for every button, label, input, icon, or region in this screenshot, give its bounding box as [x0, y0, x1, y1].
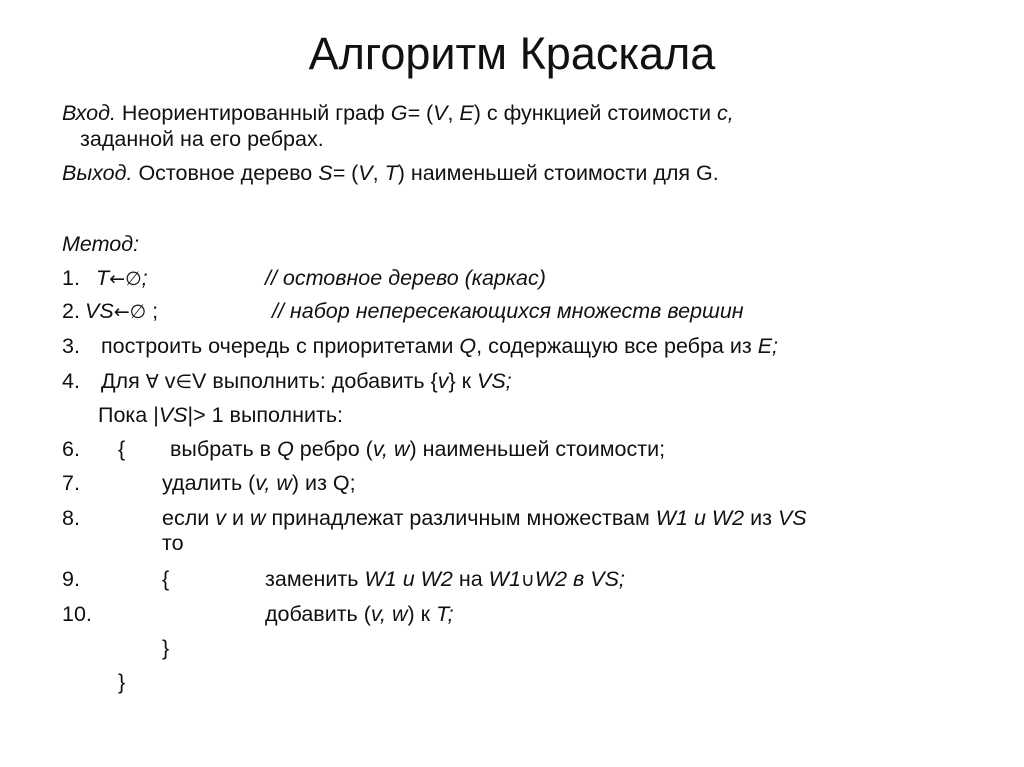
step-4-text	[101, 368, 512, 395]
var-vs: VS	[85, 299, 114, 323]
output-text: Остовное дерево	[132, 161, 319, 185]
input-label: Вход.	[62, 101, 116, 125]
step-8-then: то	[162, 531, 184, 555]
output-label: Выход.	[62, 161, 133, 185]
step-text: выбрать в	[170, 437, 278, 461]
element-of-symbol: ∈	[175, 371, 193, 393]
step-8-number: 8.	[62, 506, 80, 530]
semicolon: ;	[141, 266, 148, 290]
output-text: (	[345, 161, 359, 185]
output-text: ,	[372, 161, 385, 185]
var-v: V	[433, 101, 448, 125]
step-1-comment	[265, 265, 546, 291]
var-v: V	[358, 161, 373, 185]
step-4-number: 4.	[62, 369, 80, 393]
var-w1-w2: W1 и W2	[655, 506, 745, 530]
step-2-comment	[272, 298, 744, 324]
step-text: удалить (	[162, 471, 256, 495]
empty-set-symbol: ∅	[129, 301, 147, 323]
step-text: ) из Q;	[291, 471, 356, 495]
step-text: v	[158, 369, 176, 393]
output-text: ) наименьшей стоимости для G.	[397, 161, 719, 185]
step-text: V выполнить: добавить {	[192, 369, 438, 393]
open-brace: {	[162, 567, 170, 591]
var-v: v	[215, 506, 226, 530]
var-vw: v, w	[370, 602, 408, 626]
var-t: T;	[436, 602, 454, 626]
step-3-number: 3.	[62, 334, 80, 358]
input-line	[62, 100, 734, 126]
step-text: из	[744, 506, 778, 530]
var-vs: VS	[777, 506, 807, 530]
step-text: заменить	[265, 567, 365, 591]
step-3-text	[101, 333, 778, 359]
var-w2: W2 в VS;	[534, 567, 625, 591]
var-t: T	[384, 161, 398, 185]
step-7-text	[162, 470, 356, 496]
step-text: и	[226, 506, 250, 530]
step-6-text	[170, 436, 665, 462]
step-text: ) наименьшей стоимости;	[409, 437, 666, 461]
step-2-number: 2.	[62, 299, 80, 323]
step-10-number: 10.	[62, 602, 92, 626]
var-vw: v, w	[255, 471, 292, 495]
var-vw: v, w	[372, 437, 410, 461]
var-e: E	[459, 101, 474, 125]
input-text: ) с функцией стоимости	[473, 101, 717, 125]
step-text: на	[452, 567, 489, 591]
step-text: принадлежат различным множествам	[265, 506, 656, 530]
method-label-text: Метод:	[62, 232, 140, 256]
input-text: (	[419, 101, 434, 125]
left-arrow-symbol: ←	[109, 268, 126, 290]
open-brace: {	[118, 437, 126, 461]
input-line-2: заданной на его ребрах.	[80, 127, 324, 151]
while-line	[98, 402, 343, 428]
method-label	[62, 231, 139, 257]
var-w: w	[249, 506, 266, 530]
step-1-code	[96, 265, 148, 292]
input-text: Неориентированный граф	[115, 101, 391, 125]
var-q: Q	[459, 334, 477, 358]
output-line	[62, 160, 719, 186]
step-9-text	[265, 566, 625, 593]
slide-title: Алгоритм Краскала	[308, 28, 716, 79]
var-s: S=	[318, 161, 346, 185]
step-7-number: 7.	[62, 471, 80, 495]
step-8-text	[162, 505, 807, 531]
var-g: G=	[390, 101, 420, 125]
var-c: с,	[717, 101, 734, 125]
input-text: ,	[447, 101, 460, 125]
step-text: ) к	[407, 602, 437, 626]
step-text: Для	[101, 369, 146, 393]
step-text: построить очередь с приоритетами	[101, 334, 460, 358]
step-text: |> 1 выполнить:	[187, 403, 343, 427]
var-vs: VS;	[476, 369, 512, 393]
left-arrow-symbol: ←	[113, 301, 130, 323]
var-e: E;	[757, 334, 779, 358]
step-text: } к	[448, 369, 477, 393]
var-q: Q	[277, 437, 294, 461]
step-text: Пока |	[98, 403, 159, 427]
var-w1: W1	[488, 567, 521, 591]
comment-text: // остовное дерево (каркас)	[265, 266, 546, 290]
step-text: ребро (	[293, 437, 373, 461]
step-2-code	[85, 298, 158, 325]
step-10-text	[265, 601, 454, 627]
step-text: если	[162, 506, 216, 530]
var-vs: VS	[158, 403, 188, 427]
step-6-number: 6.	[62, 437, 80, 461]
var-t: T	[96, 266, 110, 290]
union-symbol: ∪	[520, 569, 535, 591]
forall-symbol: ∀	[145, 371, 159, 393]
close-brace: }	[118, 670, 126, 694]
var-v: v	[437, 369, 449, 393]
var-w1-w2: W1 и W2	[364, 567, 453, 591]
step-9-number: 9.	[62, 567, 80, 591]
semicolon: ;	[146, 299, 159, 323]
comment-text: // набор непересекающихся множеств вершин	[272, 299, 744, 323]
step-text: , содержащую все ребра из	[476, 334, 758, 358]
step-1-number: 1.	[62, 266, 80, 290]
close-brace: }	[162, 636, 170, 660]
empty-set-symbol: ∅	[125, 268, 142, 290]
step-text: добавить (	[265, 602, 371, 626]
